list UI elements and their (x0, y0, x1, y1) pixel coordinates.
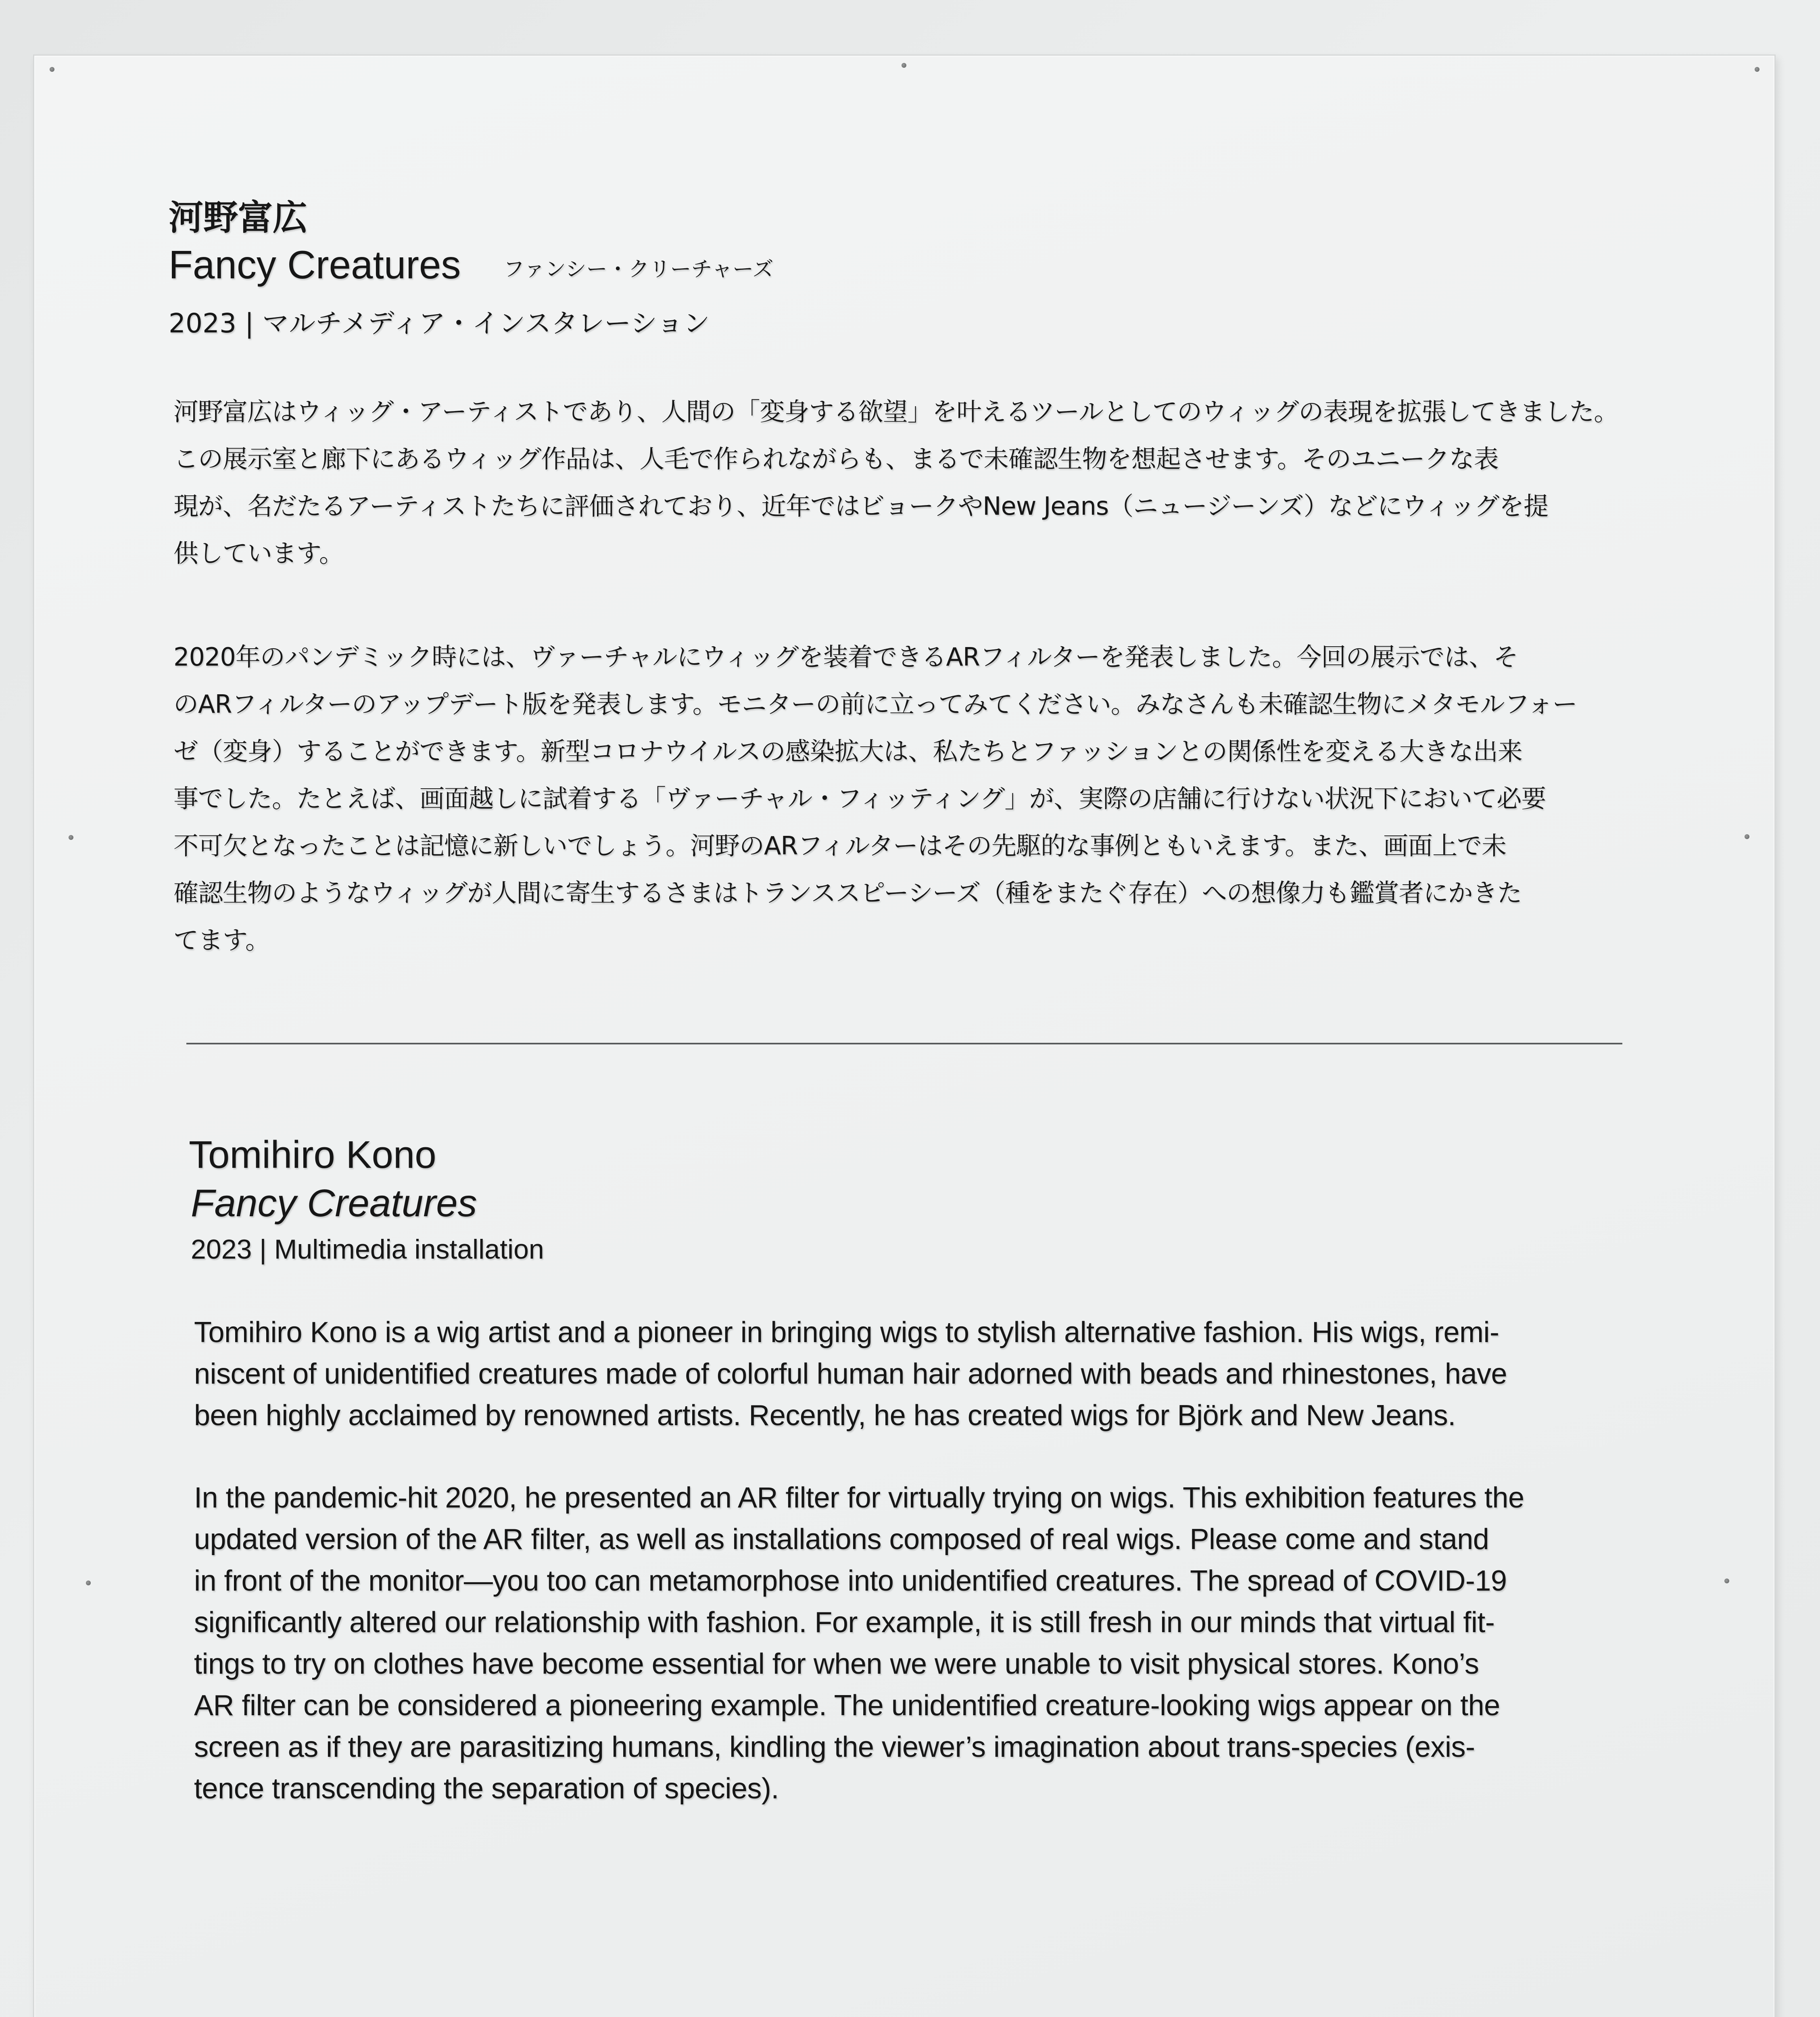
text-line: Tomihiro Kono is a wig artist and a pioneer in bringing wigs to stylish alternative fashion. His wigs, remi- (194, 1316, 1499, 1349)
text-line: 河野富広はウィッグ・アーティストであり、人間の「変身する欲望」を叶えるツールとしてのウィッグの表現を拡張してきました。 (173, 397, 1619, 426)
section-divider (186, 1043, 1622, 1044)
screw-top-left (50, 67, 54, 72)
work-title-kana: ファンシー・クリーチャーズ (503, 257, 774, 282)
text-line: tings to try on clothes have become essential for when we were unable to visit physical stores. Kono’s (194, 1648, 1479, 1680)
text-line: AR filter can be considered a pioneering example. The unidentified creature-looking wigs appear on the (194, 1689, 1500, 1722)
text-line: been highly acclaimed by renowned artists. Recently, he has created wigs for Björk and New Jeans. (194, 1399, 1456, 1432)
text-line: ゼ（変身）することができます。新型コロナウイルスの感染拡大は、私たちとファッションとの関係性を変える大きな出来 (173, 737, 1522, 766)
text-line: niscent of unidentified creatures made of colorful human hair adorned with beads and rhinestones, have (194, 1358, 1507, 1390)
work-title-english: Fancy Creatures (191, 1182, 477, 1225)
text-line: significantly altered our relationship with fashion. For example, it is still fresh in our minds that virtual fit- (194, 1606, 1495, 1639)
text-line: 不可欠となったことは記憶に新しいでしょう。河野のARフィルターはその先駆的な事例ともいえます。また、画面上で未 (173, 831, 1507, 860)
text-line: この展示室と廊下にあるウィッグ作品は、人毛で作られながらも、まるで未確認生物を想起させます。そのユニークな表 (173, 444, 1499, 474)
screw-lower-left (86, 1581, 91, 1585)
work-title-japanese-section: Fancy Creatures (169, 242, 461, 287)
work-meta-japanese: 2023 | マルチメディア・インスタレーション (169, 308, 710, 339)
text-line: in front of the monitor—you too can metamorphose into unidentified creatures. The spread of COVID-19 (194, 1565, 1507, 1597)
screw-mid-left (69, 835, 73, 840)
artist-name-japanese: 河野富広 (169, 198, 307, 238)
screw-top-center (902, 63, 906, 68)
screw-top-right (1755, 67, 1759, 72)
text-line: 2020年のパンデミック時には、ヴァーチャルにウィッグを装着できるARフィルターを発表しました。今回の展示では、そ (173, 642, 1518, 672)
text-line: 確認生物のようなウィッグが人間に寄生するさまはトランススピーシーズ（種をまたぐ存在）への想像力も鑑賞者にかきた (173, 878, 1522, 908)
screw-lower-right (1724, 1579, 1729, 1583)
text-line: 供しています。 (173, 539, 344, 568)
description-japanese-paragraph-2 (173, 633, 1577, 964)
work-meta-english: 2023 | Multimedia installation (191, 1234, 544, 1265)
text-line: のARフィルターのアップデート版を発表します。モニターの前に立ってみてください。みなさんも未確認生物にメタモルフォー (173, 689, 1577, 719)
text-line: てます。 (173, 925, 270, 955)
text-line: In the pandemic-hit 2020, he presented an AR filter for virtually trying on wigs. This exhibition features the (194, 1482, 1524, 1514)
text-line: updated version of the AR filter, as well as installations composed of real wigs. Please come and stand (194, 1523, 1489, 1556)
description-english-paragraph-1 (194, 1312, 1507, 1437)
description-japanese-paragraph-1 (173, 388, 1618, 577)
text-line: 現が、名だたるアーティストたちに評価されており、近年ではビョークやNew Jeans（ニュージーンズ）などにウィッグを提 (173, 491, 1549, 521)
text-line: 事でした。たとえば、画面越しに試着する「ヴァーチャル・フィッティング」が、実際の店舗に行けない状況下において必要 (173, 784, 1546, 813)
artist-name-english: Tomihiro Kono (189, 1133, 436, 1176)
screw-mid-right (1745, 834, 1749, 839)
description-english-paragraph-2 (194, 1477, 1524, 1810)
text-line: screen as if they are parasitizing humans, kindling the viewer’s imagination about trans-species (exis- (194, 1731, 1475, 1763)
text-line: tence transcending the separation of species). (194, 1773, 779, 1805)
